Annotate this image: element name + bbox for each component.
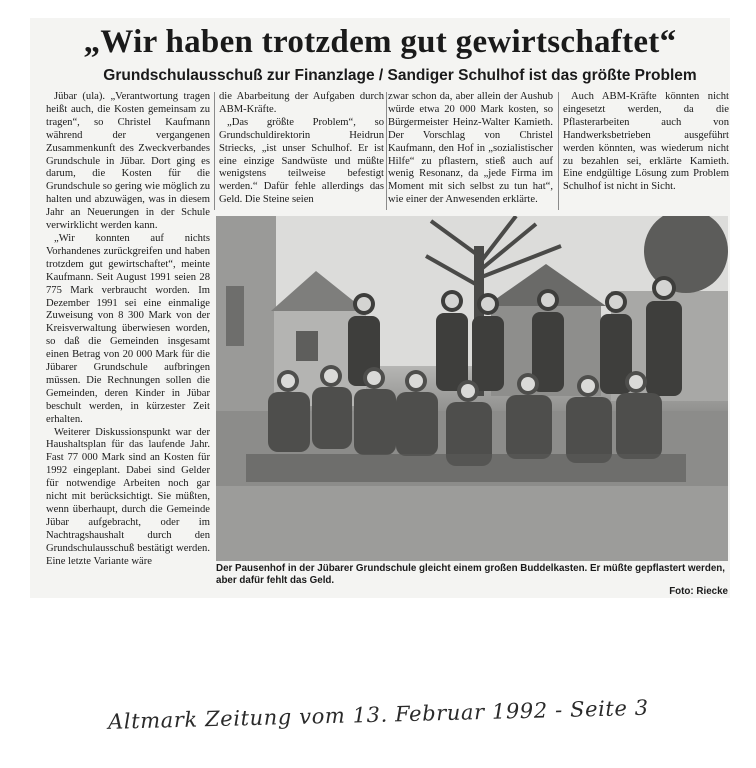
article-column-1 bbox=[46, 91, 210, 588]
column-divider bbox=[386, 92, 387, 210]
paragraph: Auch ABM-Kräfte könnten nicht eingesetzt werden, da die Pflasterarbeiten auch von Handwerksbetrieben ausgeführt werden könnten, was wiederum nicht zu bezahlen sei, erklärte Kamieth. Eine endgültige Lösung zum Problem Schulhof ist nicht in Sicht. bbox=[563, 91, 729, 193]
paragraph: die Abarbeitung der Aufgaben durch ABM-Kräfte. bbox=[219, 91, 384, 115]
column-divider bbox=[214, 92, 215, 210]
photo-credit: Foto: Riecke bbox=[669, 586, 728, 597]
headline: „Wir haben trotzdem gut gewirtschaftet“ bbox=[83, 24, 677, 60]
handwritten-source-note: Altmark Zeitung vom 13. Februar 1992 - Seite 3 bbox=[107, 695, 649, 734]
paragraph: „Das größte Problem“, so Grundschuldirektorin Heidrun Striecks, „ist unser Schulhof. Er ist eine einzige Sandwüste und müßte wenigstens teilweise befestigt werden.“ Dafür fehle allerdings das Geld. Die Steine seien bbox=[219, 116, 384, 206]
column-divider bbox=[558, 92, 559, 210]
paragraph: zwar schon da, aber allein der Aushub würde etwa 20 000 Mark kosten, so Bürgermeister Heinz-Walter Kamieth. Der Vorschlag von Christel Kaufmann, den Hof in „sozialistischer Hilfe“ zu pflastern, stieß auch auf wenig Resonanz, da „jede Firma im Moment mit sich selbst zu tun hat“, wie einer der Anwesenden erklärte. bbox=[388, 91, 553, 206]
article-column-4 bbox=[563, 91, 729, 213]
caption-text: Der Pausenhof in der Jübarer Grundschule gleicht einem großen Buddelkasten. Er müßte gepflastert werden, aber dafür fehlt das Geld. bbox=[216, 563, 726, 586]
paragraph: „Wir konnten auf nichts Vorhandenes zurückgreifen und haben trotzdem gut gewirtschaftet“, meinte Kaufmann. Seit August 1991 seien 28 775 Mark verbraucht worden. Im Dezember 1991 sei eine einmalige Zuweisung von 8 300 Mark von der Kreisverwaltung überwiesen worden, so daß die Gemeinden insgesamt einen Betrag von 20 000 Mark für die Jübarer Grundschule aufbringen müssen. Die Rechnungen sollen die Gemeinden, deren Kinder in Jübar beschult werden, in kürzester Zeit erhalten. bbox=[46, 232, 210, 425]
paragraph: Weiterer Diskussionspunkt war der Haushaltsplan für das laufende Jahr. Fast 77 000 Mark sind an Kosten für 1992 eingeplant. Dabei sind Gelder für notwendige Arbeiten noch gar nicht mit berücksichtigt. Sie müßten, wenn überhaupt, durch die Gemeinde Jübar aufgebracht, oder im Nachtragshaushalt durch den Grundschulausschuß bestätigt werden. Eine letzte Variante wäre bbox=[46, 426, 210, 567]
photo-illustration bbox=[216, 216, 728, 561]
paragraph: Jübar (ula). „Verantwortung tragen heißt auch, die Kosten gemeinsam zu tragen“, so Christel Kaufmann während der vergangenen Zusammenkunft des Zweckverbandes Grundschule in Jübar. Dort ging es darum, die Kosten für die Grundschule so gering wie möglich zu halten und abzuwägen, was in diesem Jahr an Neuerungen in der Schule verwirklicht werden kann. bbox=[46, 91, 210, 232]
subheadline: Grundschulausschuß zur Finanzlage / Sandiger Schulhof ist das größte Problem bbox=[103, 67, 697, 84]
photo-caption bbox=[216, 563, 728, 598]
article-column-2 bbox=[219, 91, 384, 213]
article-column-3 bbox=[388, 91, 553, 213]
schoolyard-photo bbox=[216, 216, 728, 561]
